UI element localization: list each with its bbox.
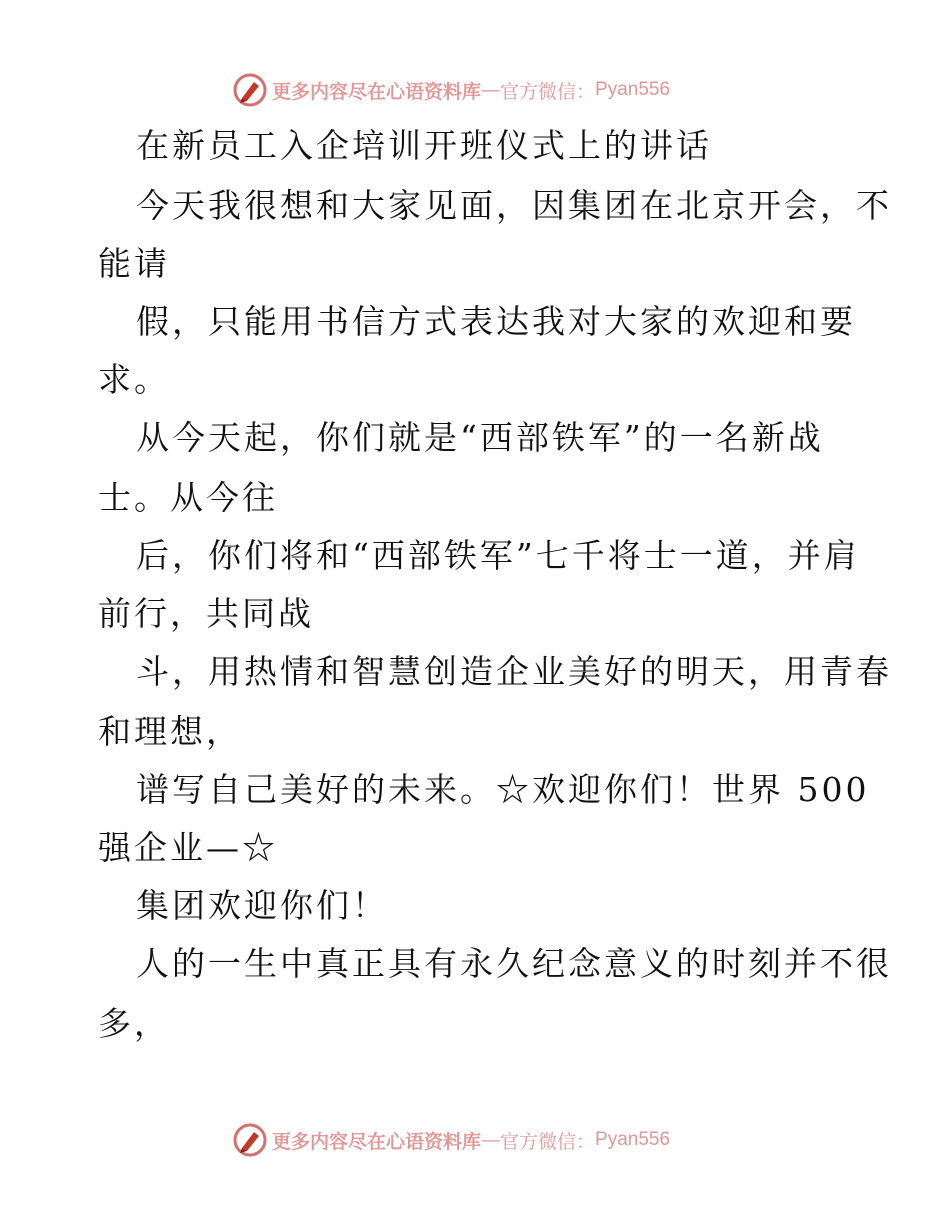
- banner-separator: —: [481, 1129, 501, 1151]
- paragraph-line: 后，你们将和“西部铁军”七千将士一道，并肩: [136, 536, 860, 575]
- header-banner: [232, 72, 670, 108]
- banner-wechat-label: 官方微信：: [500, 1130, 596, 1153]
- banner-wechat-label: 官方微信：: [500, 80, 596, 103]
- paragraph-line: 人的一生中真正具有永久纪念意义的时刻并不很: [136, 944, 892, 983]
- paragraph-line: 斗，用热情和智慧创造企业美好的明天，用青春: [136, 652, 892, 691]
- paragraph-line: 前行，共同战: [98, 594, 314, 633]
- document-title: 在新员工入企培训开班仪式上的讲话: [136, 126, 712, 165]
- banner-separator: —: [481, 79, 501, 101]
- paragraph-line: 集团欢迎你们！: [136, 886, 388, 925]
- banner-wechat-id: Pyan556: [595, 79, 671, 100]
- paragraph-line: 今天我很想和大家见面，因集团在北京开会，不: [136, 186, 892, 225]
- paragraph-line: 强企业—☆: [98, 828, 278, 867]
- banner-title: 更多内容尽在心语资料库: [272, 80, 482, 103]
- paragraph-line: 求。: [98, 360, 170, 399]
- paragraph-line: 士。从今往: [98, 478, 278, 517]
- footer-banner: [232, 1122, 670, 1158]
- banner-wechat-id: Pyan556: [595, 1129, 671, 1150]
- paragraph-line: 能请: [98, 244, 170, 283]
- pen-nib-logo-icon: [232, 1122, 268, 1158]
- banner-title: 更多内容尽在心语资料库: [272, 1130, 482, 1153]
- paragraph-line: 和理想，: [98, 712, 242, 751]
- paragraph-line: 多，: [98, 1004, 170, 1043]
- paragraph-line: 谱写自己美好的未来。☆欢迎你们！世界 500: [136, 770, 870, 809]
- paragraph-line: 假，只能用书信方式表达我对大家的欢迎和要: [136, 302, 856, 341]
- pen-nib-logo-icon: [232, 72, 268, 108]
- paragraph-line: 从今天起，你们就是“西部铁军”的一名新战: [136, 418, 824, 457]
